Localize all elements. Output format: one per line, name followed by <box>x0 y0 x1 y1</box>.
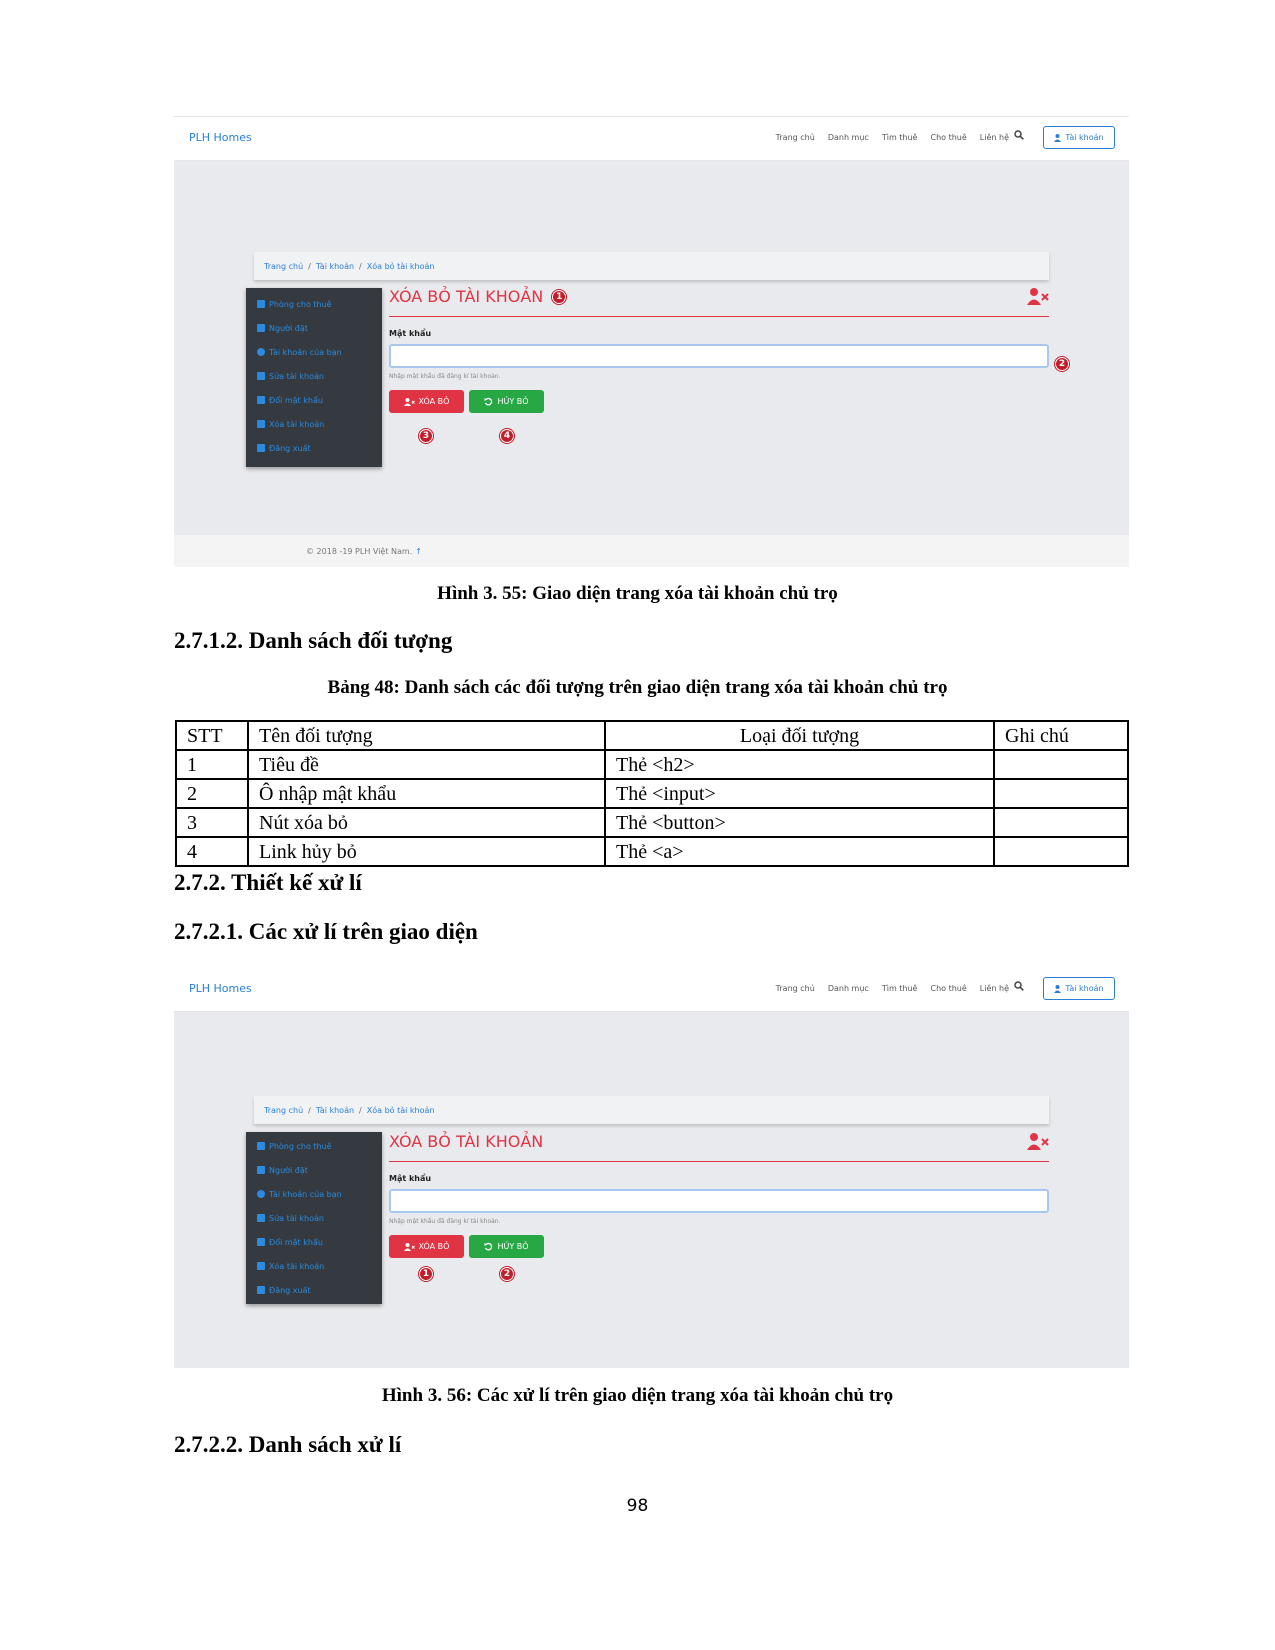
sign-out-icon <box>257 1286 265 1294</box>
edit-icon <box>257 372 265 380</box>
nav-link-for-rent[interactable]: Cho thuê <box>930 133 967 142</box>
table-header: Loại đối tượng <box>605 721 994 750</box>
sidebar-item-edit-account[interactable]: Sửa tài khoản <box>246 1206 382 1230</box>
user-icon <box>1054 134 1061 142</box>
sidebar-item-my-account[interactable]: Tài khoản của bạn <box>246 340 382 364</box>
sidebar-item-rooms[interactable]: Phòng cho thuê <box>246 292 382 316</box>
search-icon[interactable] <box>1014 981 1024 991</box>
heading-process-list: 2.7.2.2. Danh sách xử lí <box>174 1432 402 1457</box>
table-cell: Link hủy bỏ <box>248 837 605 866</box>
annotation-badge-3: 3 <box>419 429 433 443</box>
account-button[interactable] <box>1043 977 1115 1000</box>
sidebar-item-change-password[interactable]: Đổi mật khẩu <box>246 1230 382 1254</box>
page-title: XÓA BỎ TÀI KHOẢN <box>389 1132 544 1151</box>
undo-icon <box>484 397 493 406</box>
table-cell: Nút xóa bỏ <box>248 808 605 837</box>
sidebar-item-delete-account[interactable]: Xóa tài khoản <box>246 412 382 436</box>
table-row <box>176 750 1128 779</box>
building-icon <box>257 1142 265 1150</box>
user-circle-icon <box>257 348 265 356</box>
table-header: STT <box>176 721 248 750</box>
sidebar <box>246 1132 382 1304</box>
title-divider <box>389 316 1049 317</box>
sidebar-item-bookers[interactable]: Người đặt <box>246 1158 382 1182</box>
table-caption: Bảng 48: Danh sách các đối tượng trên giao diện trang xóa tài khoản chủ trọ <box>327 677 948 698</box>
nav-link-home[interactable]: Trang chủ <box>775 133 815 142</box>
search-icon[interactable] <box>1014 130 1024 140</box>
nav-link-contact[interactable]: Liên hệ <box>979 133 1009 142</box>
cancel-link[interactable]: HỦY BỎ <box>469 1235 544 1258</box>
user-times-icon <box>1027 1132 1049 1150</box>
figure-caption-1: Hình 3. 55: Giao diện trang xóa tài khoản chủ trọ <box>437 583 838 604</box>
action-buttons <box>389 1235 1049 1258</box>
breadcrumb-account[interactable]: Tài khoản <box>315 261 355 271</box>
nav-link-contact[interactable]: Liên hệ <box>979 984 1009 993</box>
sidebar <box>246 288 382 467</box>
breadcrumb: Trang chủ / Tài khoản / Xóa bỏ tài khoản <box>254 1096 1049 1124</box>
delete-button[interactable]: XÓA BỎ <box>389 1235 464 1258</box>
edit-icon <box>257 1214 265 1222</box>
annotation-badge-2: 2 <box>1055 357 1069 371</box>
table-cell: Thẻ <input> <box>605 779 994 808</box>
table-cell <box>994 779 1128 808</box>
heading-ui-processing: 2.7.2.1. Các xử lí trên giao diện <box>174 919 478 944</box>
breadcrumb: Trang chủ / Tài khoản / Xóa bỏ tài khoản <box>254 252 1049 280</box>
navbar <box>174 117 1129 161</box>
table-cell: 2 <box>176 779 248 808</box>
breadcrumb-account[interactable]: Tài khoản <box>315 1105 355 1115</box>
screenshot-delete-account-1 <box>174 116 1129 567</box>
footer: © 2018 -19 PLH Việt Nam. ↑ <box>174 535 1129 567</box>
navbar <box>174 968 1129 1012</box>
brand-link[interactable]: PLH Homes <box>189 982 252 995</box>
table-cell <box>994 808 1128 837</box>
screenshot-delete-account-2 <box>174 968 1129 1368</box>
nav-links <box>776 133 1009 142</box>
breadcrumb-home[interactable]: Trang chủ <box>264 1105 304 1115</box>
table-cell: 1 <box>176 750 248 779</box>
heading-processing-design: 2.7.2. Thiết kế xử lí <box>174 870 362 895</box>
table-cell: Thẻ <a> <box>605 837 994 866</box>
password-hint: Nhập mật khẩu đã đăng kí tài khoản. <box>389 1218 501 1225</box>
annotation-badge-1: 1 <box>419 1267 433 1281</box>
user-circle-icon <box>257 1190 265 1198</box>
user-times-icon <box>1027 287 1049 305</box>
table-cell: Tiêu đề <box>248 750 605 779</box>
heading-object-list: 2.7.1.2. Danh sách đối tượng <box>174 628 453 653</box>
table-header: Ghi chú <box>994 721 1128 750</box>
account-button-label: Tài khoản <box>1065 133 1104 142</box>
address-book-icon <box>257 1166 265 1174</box>
delete-account-panel <box>389 1132 1049 1258</box>
table-cell <box>994 750 1128 779</box>
password-input[interactable] <box>389 1189 1049 1213</box>
arrow-up-icon[interactable]: ↑ <box>415 546 422 556</box>
table-row <box>176 808 1128 837</box>
lock-icon <box>257 396 265 404</box>
page-number: 98 <box>626 1496 649 1516</box>
password-label: Mật khẩu <box>389 329 432 338</box>
lock-icon <box>257 1238 265 1246</box>
breadcrumb-current: Xóa bỏ tài khoản <box>366 261 435 271</box>
annotation-badge-2: 2 <box>500 1267 514 1281</box>
nav-links <box>776 984 1009 993</box>
delete-button[interactable]: XÓA BỎ <box>389 390 464 413</box>
user-times-icon <box>404 398 415 406</box>
address-book-icon <box>257 324 265 332</box>
password-label: Mật khẩu <box>389 1174 432 1183</box>
annotation-badge-4: 4 <box>500 429 514 443</box>
undo-icon <box>484 1242 493 1251</box>
annotation-badge-1: 1 <box>552 290 566 304</box>
figure-caption-2: Hình 3. 56: Các xử lí trên giao diện trang xóa tài khoản chủ trọ <box>381 1385 894 1406</box>
password-hint: Nhập mật khẩu đã đăng kí tài khoản. <box>389 373 501 380</box>
sidebar-item-bookers[interactable]: Người đặt <box>246 316 382 340</box>
sidebar-item-logout[interactable]: Đăng xuất <box>246 436 382 460</box>
main-area <box>174 1012 1129 1368</box>
user-times-icon <box>257 1262 265 1270</box>
building-icon <box>257 300 265 308</box>
nav-link-for-rent[interactable]: Cho thuê <box>930 984 967 993</box>
sign-out-icon <box>257 444 265 452</box>
user-times-icon <box>404 1243 415 1251</box>
table-cell: 3 <box>176 808 248 837</box>
table-cell: Ô nhập mật khẩu <box>248 779 605 808</box>
page-title: XÓA BỎ TÀI KHOẢN 1 <box>389 287 1049 306</box>
sidebar-item-delete-account[interactable]: Xóa tài khoản <box>246 1254 382 1278</box>
delete-account-panel <box>389 287 1049 413</box>
cancel-link[interactable]: HỦY BỎ <box>469 390 544 413</box>
account-button[interactable] <box>1043 126 1115 149</box>
object-table <box>175 720 1129 867</box>
table-cell: Thẻ <button> <box>605 808 994 837</box>
action-buttons <box>389 390 1049 413</box>
breadcrumb-home[interactable]: Trang chủ <box>264 261 304 271</box>
sidebar-item-my-account[interactable]: Tài khoản của bạn <box>246 1182 382 1206</box>
nav-link-find-rent[interactable]: Tìm thuê <box>881 133 918 142</box>
user-times-icon <box>257 420 265 428</box>
password-input[interactable] <box>389 344 1049 368</box>
nav-link-find-rent[interactable]: Tìm thuê <box>881 984 918 993</box>
table-cell: Thẻ <h2> <box>605 750 994 779</box>
nav-link-category[interactable]: Danh mục <box>827 984 869 993</box>
main-area <box>174 161 1129 535</box>
table-header: Tên đối tượng <box>248 721 605 750</box>
table-row <box>176 837 1128 866</box>
breadcrumb-current: Xóa bỏ tài khoản <box>366 1105 435 1115</box>
brand-link[interactable]: PLH Homes <box>189 131 252 144</box>
nav-link-home[interactable]: Trang chủ <box>775 984 815 993</box>
sidebar-item-rooms[interactable]: Phòng cho thuê <box>246 1134 382 1158</box>
table-cell <box>994 837 1128 866</box>
sidebar-item-change-password[interactable]: Đổi mật khẩu <box>246 388 382 412</box>
title-divider <box>389 1161 1049 1162</box>
sidebar-item-edit-account[interactable]: Sửa tài khoản <box>246 364 382 388</box>
table-cell: 4 <box>176 837 248 866</box>
account-button-label: Tài khoản <box>1065 984 1104 993</box>
table-row <box>176 779 1128 808</box>
user-icon <box>1054 985 1061 993</box>
sidebar-item-logout[interactable]: Đăng xuất <box>246 1278 382 1302</box>
nav-link-category[interactable]: Danh mục <box>827 133 869 142</box>
table-header-row <box>176 721 1128 750</box>
